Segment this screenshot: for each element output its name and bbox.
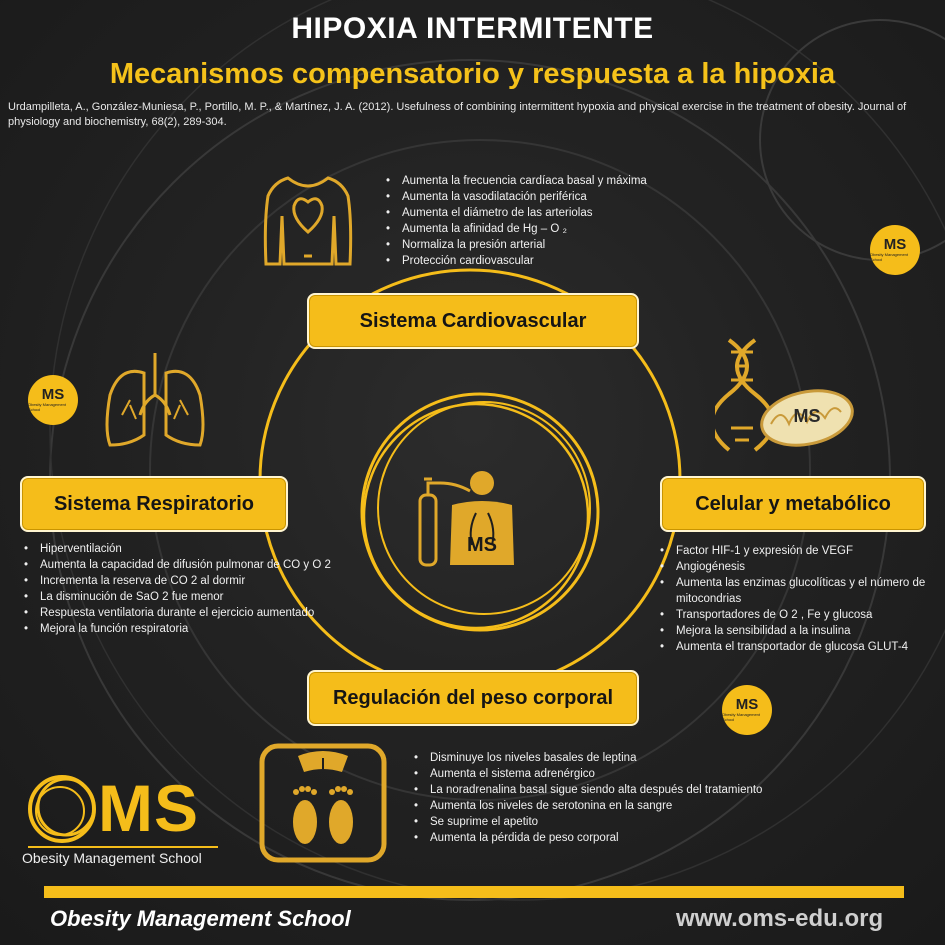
cardio-list (384, 173, 684, 269)
weight-label: Regulación del peso corporal (307, 670, 639, 726)
list-item: • Aumenta la vasodilatación periférica (384, 189, 684, 205)
logo-text: MS (98, 771, 199, 845)
list-item: • Aumenta la frecuencia cardíaca basal y máxima (384, 173, 684, 189)
list-item: • Incrementa la reserva de CO 2 al dormir (22, 573, 367, 589)
mito-logo-text: MS (793, 406, 821, 426)
list-item: • Aumenta la afinidad de Hg – O ₂ (384, 221, 684, 237)
footer-bar (44, 886, 904, 898)
citation: Urdampilleta, A., González-Muniesa, P., Portillo, M. P., & Martínez, J. A. (2012). Usefulness of combining intermittent hypoxia and physical exercise in the treatment of obesity. Journal of physiology and biochemistry, 68(2), 289-304. (8, 101, 907, 128)
list-item: • Protección cardiovascular (384, 253, 684, 269)
dna-mitochondria-icon (715, 338, 855, 458)
list-item: • Mejora la sensibilidad a la insulina (658, 623, 938, 639)
list-item: • Aumenta el sistema adrenérgico (412, 766, 832, 782)
oms-badge: MS Obesity Management School (28, 375, 78, 425)
list-item: • Mejora la función respiratoria (22, 621, 367, 637)
list-item: • Angiogénesis (658, 559, 938, 575)
resp-list (22, 541, 367, 637)
list-item: • Aumenta el transportador de glucosa GLUT-4 (658, 639, 938, 655)
torso-heart-icon (258, 172, 358, 272)
footer-brand: Obesity Management School (50, 906, 351, 931)
scale-footprints-icon (258, 742, 388, 864)
list-item: • La disminución de SaO 2 fue menor (22, 589, 367, 605)
list-item: • Hiperventilación (22, 541, 367, 557)
list-item: • Aumenta la pérdida de peso corporal (412, 830, 832, 846)
list-item: • Disminuye los niveles basales de leptina (412, 750, 832, 766)
center-logo-text: MS (467, 534, 497, 556)
cardio-label: Sistema Cardiovascular (307, 293, 639, 349)
logo-subtitle: Obesity Management School (22, 850, 202, 866)
weight-list (412, 750, 832, 846)
cell-list (658, 543, 938, 655)
list-item: • Aumenta la capacidad de difusión pulmonar de CO y O 2 (22, 557, 367, 573)
resp-label: Sistema Respiratorio (20, 476, 288, 532)
list-item: • Aumenta el diámetro de las arteriolas (384, 205, 684, 221)
page-title: HIPOXIA INTERMITENTE (291, 12, 654, 45)
oms-badge: MS Obesity Management School (722, 685, 772, 735)
oms-badge: MS Obesity Management School (870, 225, 920, 275)
list-item: • Normaliza la presión arterial (384, 237, 684, 253)
list-item: • Factor HIF-1 y expresión de VEGF (658, 543, 938, 559)
oxygen-person-icon (410, 465, 520, 570)
list-item: • Se suprime el apetito (412, 814, 832, 830)
page-subtitle: Mecanismos compensatorio y respuesta a la hipoxia (109, 58, 836, 90)
list-item: • Respuesta ventilatoria durante el ejercicio aumentado (22, 605, 367, 621)
list-item: • Transportadores de O 2 , Fe y glucosa (658, 607, 938, 623)
cell-label: Celular y metabólico (660, 476, 926, 532)
list-item: • Aumenta los niveles de serotonina en la sangre (412, 798, 832, 814)
list-item: • Aumenta las enzimas glucolíticas y el número de mitocondrias (658, 575, 938, 607)
list-item: • La noradrenalina basal sigue siendo alta después del tratamiento (412, 782, 832, 798)
footer-url[interactable]: www.oms-edu.org (676, 905, 884, 932)
lungs-icon (100, 345, 210, 455)
